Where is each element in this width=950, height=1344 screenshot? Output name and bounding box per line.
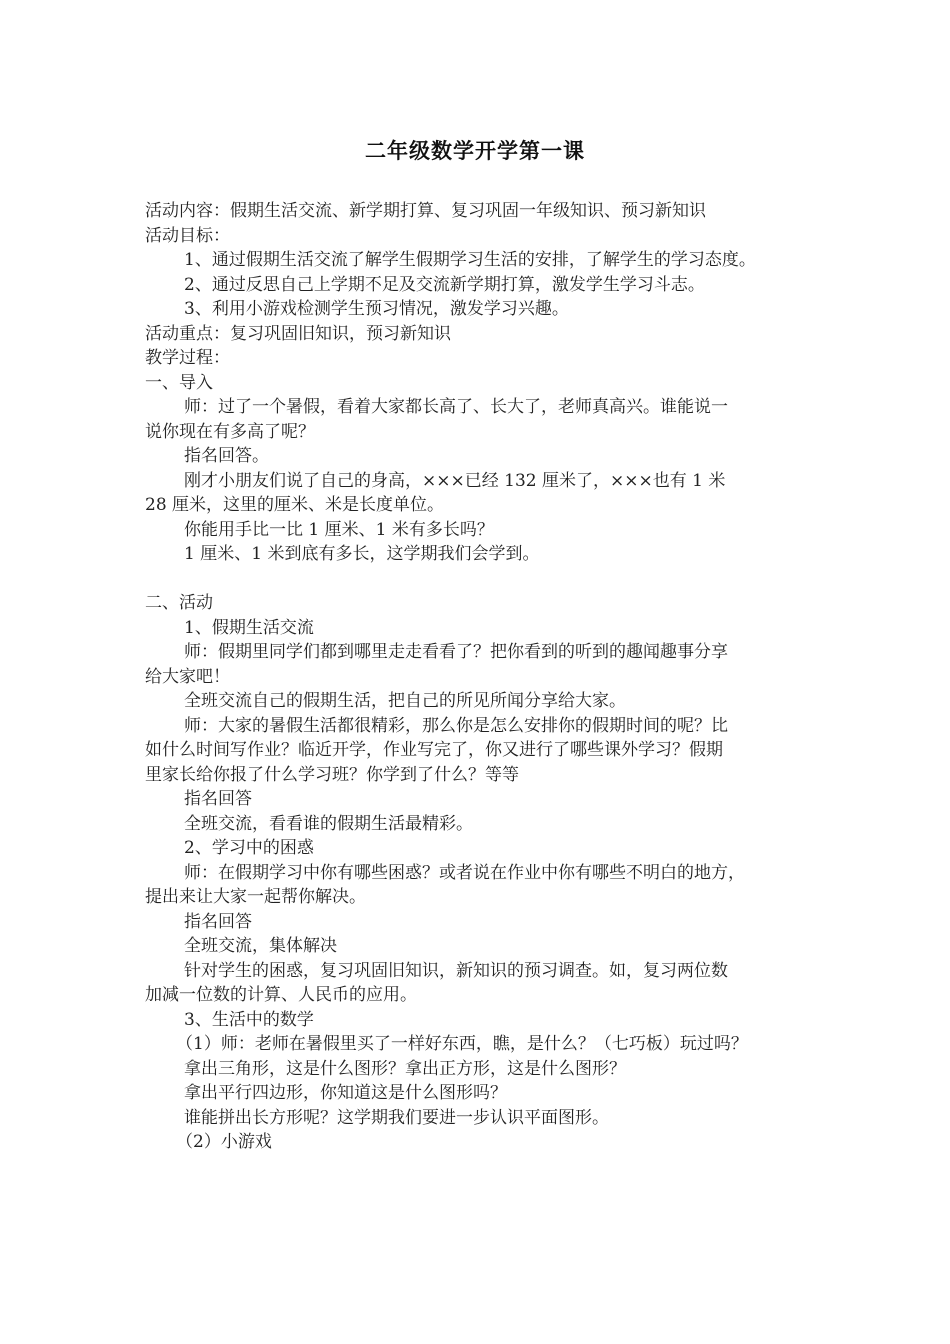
text-line: 2、学习中的困惑 <box>184 838 314 858</box>
text-line: 师：假期里同学们都到哪里走走看看了？把你看到的听到的趣闻趣事分享 <box>184 642 728 662</box>
document-body <box>145 199 825 1155</box>
text-line: 指名回答 <box>184 789 252 809</box>
text-line: 全班交流自己的假期生活，把自己的所见所闻分享给大家。 <box>184 691 626 711</box>
text-line: 谁能拼出长方形呢？这学期我们要进一步认识平面图形。 <box>184 1107 609 1128</box>
text-line: 刚才小朋友们说了自己的身高，×××已经 132 厘米了，×××也有 1 米 <box>184 470 726 491</box>
text-line: 说你现在有多高了呢？ <box>145 421 315 442</box>
text-line: 你能用手比一比 1 厘米、1 米有多长吗？ <box>184 519 494 540</box>
text-line: 2、通过反思自己上学期不足及交流新学期打算，激发学生学习斗志。 <box>184 274 705 295</box>
text-line: 一、导入 <box>145 372 213 393</box>
text-line: （1）师：老师在暑假里买了一样好东西，瞧，是什么？（七巧板）玩过吗？ <box>176 1034 748 1054</box>
text-line: 二、活动 <box>145 593 213 613</box>
text-line: 如什么时间写作业？临近开学，作业写完了，你又进行了哪些课外学习？假期 <box>145 740 723 760</box>
text-line: 3、利用小游戏检测学生预习情况，激发学习兴趣。 <box>184 299 569 319</box>
blank-line <box>145 567 825 592</box>
text-line: 指名回答 <box>184 911 252 932</box>
text-line: 教学过程： <box>145 348 230 368</box>
text-line: 提出来让大家一起帮你解决。 <box>145 887 366 907</box>
text-line: 1、假期生活交流 <box>184 617 314 638</box>
text-line: 里家长给你报了什么学习班？你学到了什么？等等 <box>145 764 519 785</box>
document-title: 二年级数学开学第一课 <box>365 139 585 163</box>
text-line: 28 厘米，这里的厘米、米是长度单位。 <box>145 495 445 515</box>
text-line: 拿出三角形，这是什么图形？拿出正方形，这是什么图形？ <box>184 1058 626 1079</box>
text-line: 全班交流，看看谁的假期生活最精彩。 <box>184 813 473 834</box>
text-line: 拿出平行四边形，你知道这是什么图形吗？ <box>184 1083 507 1103</box>
text-line: 给大家吧！ <box>145 666 230 687</box>
text-line: 1 厘米、1 米到底有多长，这学期我们会学到。 <box>184 544 540 564</box>
text-line: 活动目标： <box>145 225 230 246</box>
text-line: 加减一位数的计算、人民币的应用。 <box>145 985 417 1005</box>
text-line: 活动内容：假期生活交流、新学期打算、复习巩固一年级知识、预习新知识 <box>145 201 706 221</box>
text-line: 师：过了一个暑假，看着大家都长高了、长大了，老师真高兴。谁能说一 <box>184 397 728 417</box>
text-line: 针对学生的困惑，复习巩固旧知识，新知识的预习调查。如，复习两位数 <box>184 960 728 981</box>
text-line: 1、通过假期生活交流了解学生假期学习生活的安排，了解学生的学习态度。 <box>184 250 756 270</box>
text-line: 指名回答。 <box>184 446 269 466</box>
text-line: （2）小游戏 <box>176 1132 272 1152</box>
text-line: 活动重点：复习巩固旧知识，预习新知识 <box>145 323 451 344</box>
text-line: 全班交流，集体解决 <box>184 936 337 956</box>
text-line: 3、生活中的数学 <box>184 1009 314 1030</box>
text-line: 师：大家的暑假生活都很精彩，那么你是怎么安排你的假期时间的呢？比 <box>184 715 728 736</box>
text-line: 师：在假期学习中你有哪些困惑？或者说在作业中你有哪些不明白的地方， <box>184 862 745 883</box>
